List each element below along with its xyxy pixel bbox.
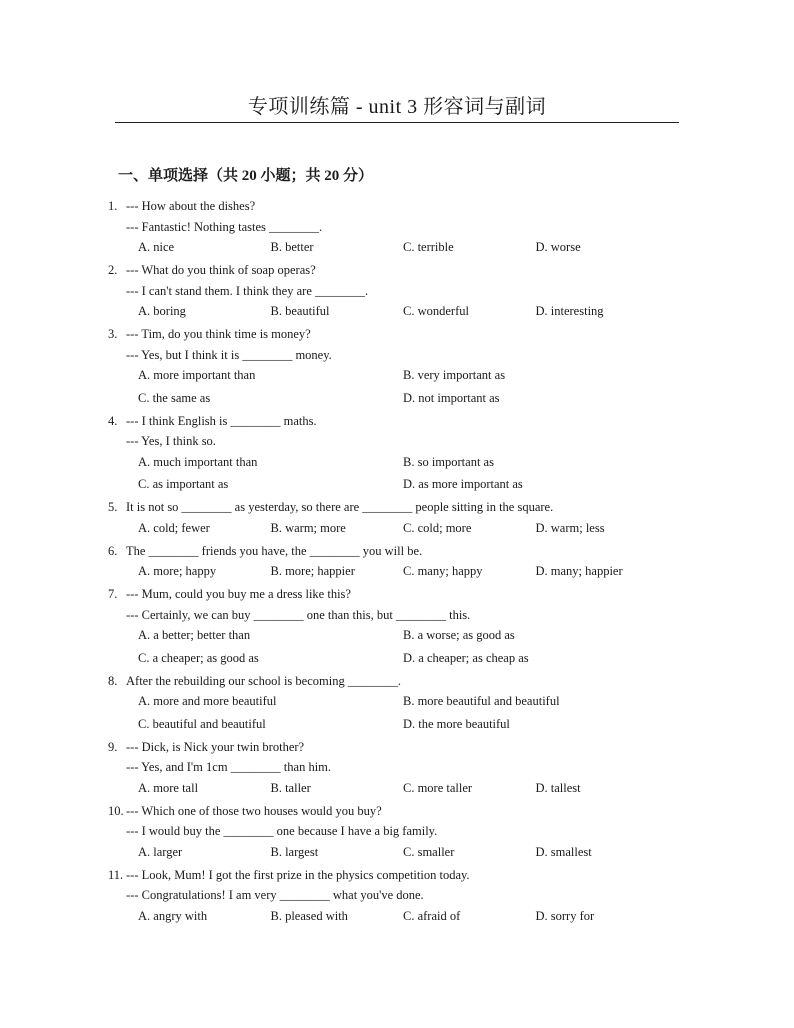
question-text: --- Mum, could you buy me a dress like this?: [126, 587, 351, 601]
option-row: [108, 474, 668, 495]
question-text: --- Yes, I think so.: [126, 434, 216, 448]
question-item: [108, 497, 668, 538]
answer-option: A. more tall: [138, 780, 199, 795]
question-stem: [108, 196, 668, 217]
question-item: [108, 196, 668, 258]
question-item: [108, 671, 668, 735]
question-text: --- Look, Mum! I got the first prize in the physics competition today.: [126, 867, 470, 882]
question-text: --- Congratulations! I am very ________ what you've done.: [126, 888, 424, 902]
option-row: [108, 237, 668, 258]
question-text: --- Fantastic! Nothing tastes ________.: [126, 219, 323, 234]
question-text: --- How about the dishes?: [126, 199, 256, 213]
option-row: [108, 691, 668, 712]
question-text: The ________ friends you have, the ________ you will be.: [126, 543, 423, 558]
question-dialogue-line: [108, 757, 668, 778]
question-item: [108, 541, 668, 582]
answer-option: A. more and more beautiful: [138, 694, 277, 708]
question-list: [108, 196, 668, 926]
question-stem: [108, 324, 668, 345]
option-row: [108, 388, 668, 409]
question-item: [108, 324, 668, 408]
answer-option: C. beautiful and beautiful: [138, 716, 266, 731]
question-text: --- Dick, is Nick your twin brother?: [126, 739, 305, 754]
answer-option: A. angry with: [138, 908, 208, 923]
answer-option: B. warm; more: [270, 520, 346, 535]
answer-option: B. pleased with: [270, 908, 348, 923]
answer-option: C. many; happy: [403, 564, 483, 578]
question-stem: [108, 497, 668, 518]
answer-option: B. more beautiful and beautiful: [403, 694, 560, 708]
title-underline: [115, 122, 679, 123]
answer-option: B. largest: [270, 844, 319, 859]
option-row: [108, 648, 668, 669]
question-text: --- I think English is ________ maths.: [126, 413, 317, 428]
answer-option: D. not important as: [403, 390, 500, 405]
answer-option: D. warm; less: [535, 520, 605, 535]
option-row: [108, 452, 668, 473]
answer-option: D. smallest: [535, 844, 592, 859]
question-dialogue-line: [108, 431, 668, 452]
answer-option: C. the same as: [138, 390, 211, 405]
option-row: [108, 301, 668, 322]
answer-option: A. a better; better than: [138, 628, 251, 642]
answer-option: A. nice: [138, 240, 175, 254]
document-title: 专项训练篇 - unit 3 形容词与副词: [247, 96, 547, 118]
option-row: [108, 906, 668, 927]
question-text: --- Which one of those two houses would you buy?: [126, 803, 382, 818]
answer-option: A. more; happy: [138, 564, 217, 578]
section-heading: 一、单项选择（共 20 小题；共 20 分）: [118, 168, 374, 184]
option-row: [108, 714, 668, 735]
question-number: 2.: [108, 263, 118, 277]
answer-option: D. a cheaper; as cheap as: [403, 650, 529, 665]
answer-option: C. cold; more: [403, 520, 472, 535]
answer-option: C. afraid of: [403, 908, 461, 923]
option-row: [108, 625, 668, 646]
question-text: --- Yes, but I think it is ________ money.: [126, 347, 332, 362]
option-row: [108, 842, 668, 863]
answer-option: A. boring: [138, 304, 186, 318]
question-text: --- I can't stand them. I think they are ________.: [126, 283, 369, 298]
answer-option: B. taller: [270, 780, 311, 795]
option-row: [108, 365, 668, 386]
question-dialogue-line: [108, 345, 668, 366]
answer-option: C. smaller: [403, 844, 455, 859]
question-number: 4.: [108, 413, 118, 428]
question-dialogue-line: [108, 605, 668, 626]
answer-option: C. as important as: [138, 477, 229, 491]
question-number: 3.: [108, 327, 118, 341]
answer-option: D. the more beautiful: [403, 716, 510, 731]
question-text: It is not so ________ as yesterday, so there are ________ people sitting in the square.: [126, 500, 554, 514]
question-text: --- I would buy the ________ one because I have a big family.: [126, 824, 438, 838]
answer-option: B. beautiful: [270, 304, 330, 318]
answer-option: C. terrible: [403, 240, 454, 254]
question-stem: [108, 801, 668, 822]
answer-option: D. interesting: [535, 304, 604, 318]
answer-option: B. very important as: [403, 368, 506, 382]
question-stem: [108, 584, 668, 605]
question-text: --- Tim, do you think time is money?: [126, 327, 311, 341]
question-item: [108, 865, 668, 927]
question-number: 10.: [108, 803, 124, 818]
question-stem: [108, 865, 668, 886]
question-text: --- Certainly, we can buy ________ one than this, but ________ this.: [126, 607, 471, 622]
answer-option: A. much important than: [138, 454, 258, 469]
answer-option: B. so important as: [403, 454, 494, 469]
question-number: 1.: [108, 199, 118, 213]
answer-option: B. more; happier: [270, 564, 355, 578]
option-row: [108, 778, 668, 799]
question-item: [108, 260, 668, 322]
question-number: 9.: [108, 739, 118, 754]
question-stem: [108, 411, 668, 432]
question-number: 11.: [108, 867, 124, 882]
question-text: After the rebuilding our school is becoming ________.: [126, 673, 401, 688]
question-text: --- Yes, and I'm 1cm ________ than him.: [126, 760, 332, 774]
question-dialogue-line: [108, 217, 668, 238]
answer-option: A. more important than: [138, 368, 256, 382]
question-dialogue-line: [108, 281, 668, 302]
question-item: [108, 411, 668, 495]
answer-option: B. a worse; as good as: [403, 628, 515, 642]
question-stem: [108, 737, 668, 758]
question-dialogue-line: [108, 821, 668, 842]
question-number: 7.: [108, 587, 118, 601]
question-stem: [108, 260, 668, 281]
question-item: [108, 801, 668, 863]
option-row: [108, 561, 668, 582]
answer-option: D. tallest: [535, 780, 581, 795]
question-number: 6.: [108, 543, 118, 558]
answer-option: B. better: [270, 240, 314, 254]
question-stem: [108, 671, 668, 692]
answer-option: D. as more important as: [403, 477, 523, 491]
answer-option: D. sorry for: [535, 908, 595, 923]
question-dialogue-line: [108, 885, 668, 906]
question-number: 8.: [108, 673, 118, 688]
option-row: [108, 518, 668, 539]
answer-option: C. more taller: [403, 780, 473, 795]
answer-option: C. wonderful: [403, 304, 469, 318]
question-stem: [108, 541, 668, 562]
answer-option: C. a cheaper; as good as: [138, 650, 259, 665]
question-text: --- What do you think of soap operas?: [126, 263, 316, 277]
answer-option: D. worse: [535, 240, 581, 254]
question-number: 5.: [108, 500, 118, 514]
question-item: [108, 584, 668, 668]
question-item: [108, 737, 668, 799]
answer-option: A. cold; fewer: [138, 520, 210, 535]
answer-option: A. larger: [138, 844, 183, 859]
answer-option: D. many; happier: [535, 564, 623, 578]
